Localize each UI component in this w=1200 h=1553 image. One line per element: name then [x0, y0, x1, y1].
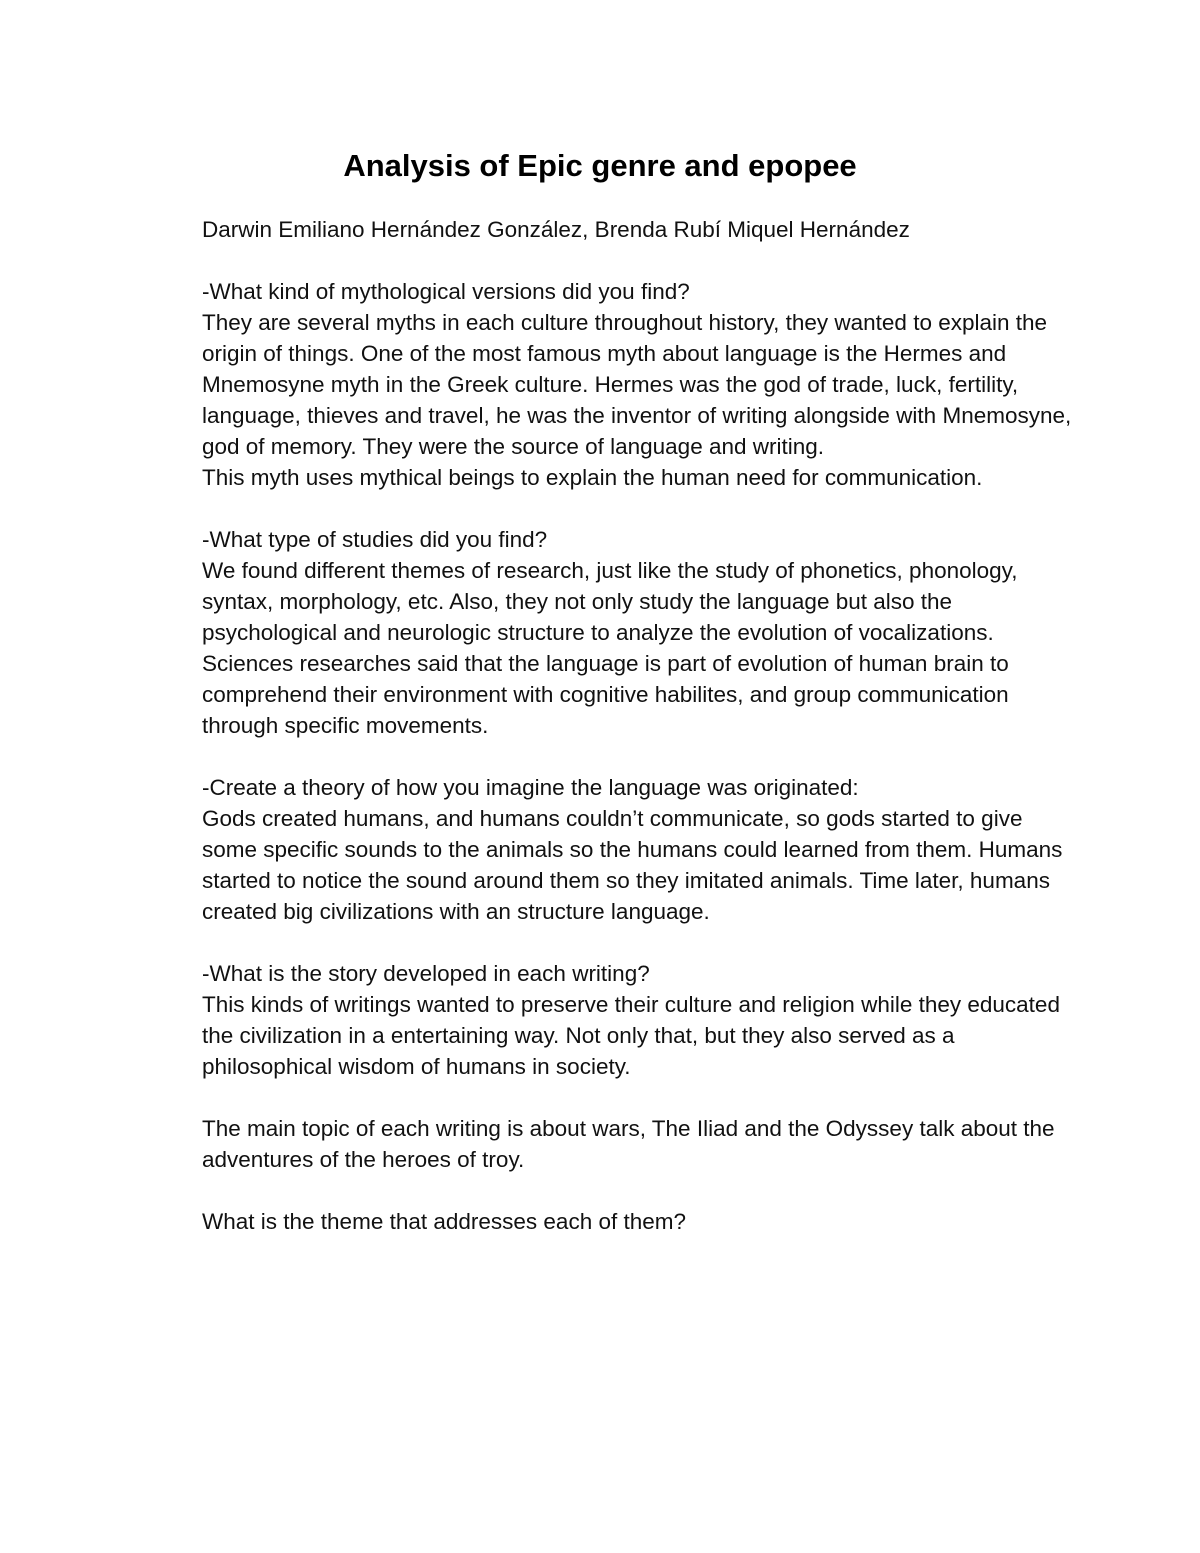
- section-story-developed: [202, 958, 1082, 1082]
- section-question: -Create a theory of how you imagine the language was originated:: [202, 775, 859, 800]
- section-paragraph: They are several myths in each culture throughout history, they wanted to explain the origin of things. One of the most famous myth about language is the Hermes and Mnemosyne myth in the Greek culture. Hermes was the god of trade, luck, fertility, language, thieves and travel, he was the inventor of writing alongside with Mnemosyne, god of memory. They were the source of language and writing.: [202, 310, 1072, 459]
- section-types-of-studies: [202, 524, 1082, 741]
- section-main-topic: [202, 1113, 1082, 1175]
- section-mythological-versions: [202, 276, 1082, 493]
- section-paragraph: We found different themes of research, just like the study of phonetics, phonology, syntax, morphology, etc. Also, they not only study the language but also the psychological and neurologic structure to analyze the evolution of vocalizations.: [202, 558, 1018, 645]
- section-question: -What type of studies did you find?: [202, 527, 548, 552]
- document-title: Analysis of Epic genre and epopee: [343, 148, 857, 183]
- section-paragraph: Sciences researches said that the language is part of evolution of human brain to comprehend their environment with cognitive habilites, and group communication through specific movements.: [202, 651, 1009, 738]
- section-question: What is the theme that addresses each of them?: [202, 1209, 687, 1234]
- section-question: -What is the story developed in each writing?: [202, 961, 650, 986]
- section-paragraph: The main topic of each writing is about wars, The Iliad and the Odyssey talk about the adventures of the heroes of troy.: [202, 1116, 1055, 1172]
- document-body: [202, 214, 1082, 1268]
- section-language-theory: [202, 772, 1082, 927]
- section-theme-question: [202, 1206, 1082, 1237]
- authors-line: Darwin Emiliano Hernández González, Brenda Rubí Miquel Hernández: [202, 217, 910, 242]
- section-paragraph: Gods created humans, and humans couldn’t communicate, so gods started to give some specific sounds to the animals so the humans could learned from them. Humans started to notice the sound around them so they imitated animals. Time later, humans created big civilizations with an structure language.: [202, 806, 1063, 924]
- section-paragraph: This myth uses mythical beings to explain the human need for communication.: [202, 465, 983, 490]
- section-question: -What kind of mythological versions did you find?: [202, 279, 690, 304]
- section-paragraph: This kinds of writings wanted to preserve their culture and religion while they educated the civilization in a entertaining way. Not only that, but they also served as a philosophical wisdom of humans in society.: [202, 992, 1060, 1079]
